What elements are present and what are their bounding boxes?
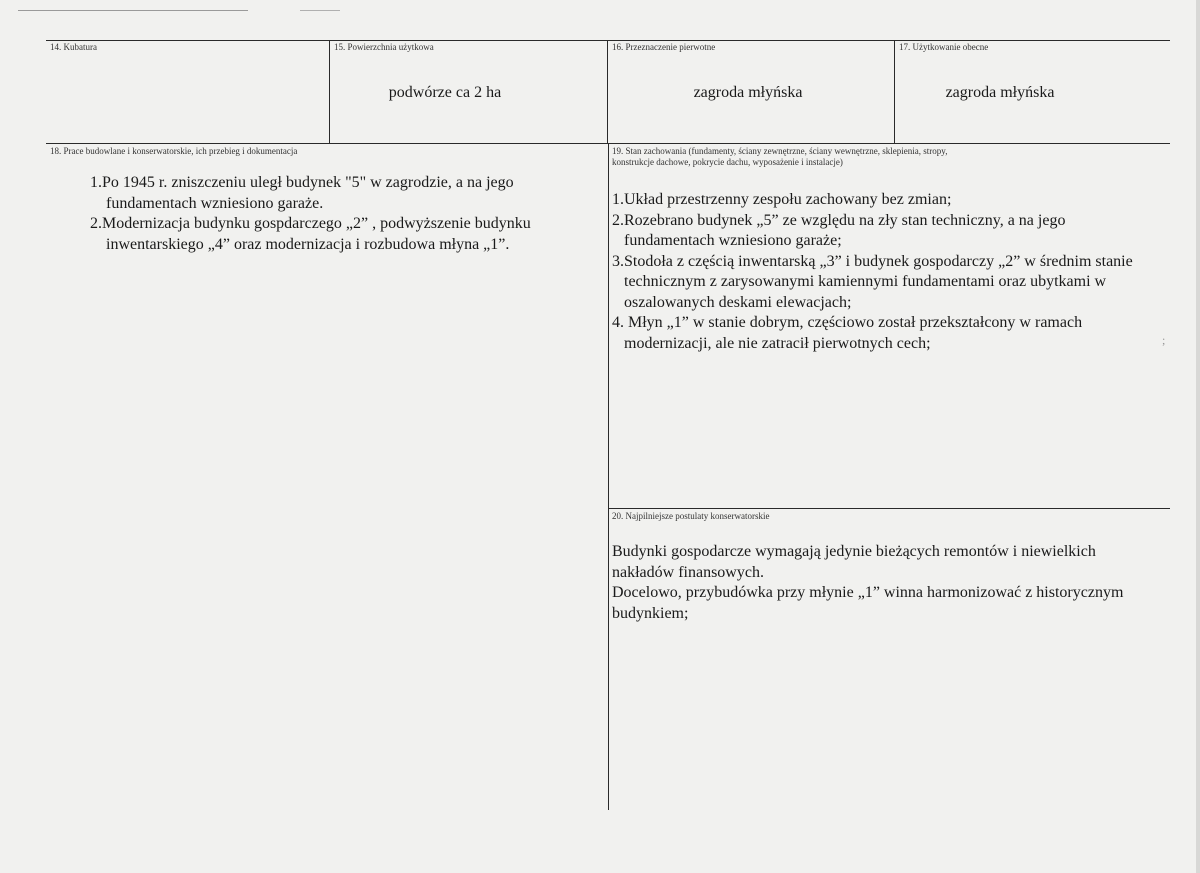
list-item: 1.Układ przestrzenny zespołu zachowany bez zmian;	[612, 191, 952, 208]
field-19-label-line2: konstrukcje dachowe, pokrycie dachu, wyposażenie i instalacje)	[612, 157, 843, 167]
list-item: 1.Po 1945 r. zniszczeniu uległ budynek "5" w zagrodzie, a na jego fundamentach wzniesiono garaże.	[90, 174, 514, 212]
list-item: 3.Stodoła z częścią inwentarską „3” i budynek gospodarczy „2” w średnim stanie technicznym z zarysowanymi kamiennymi fundamentami oraz ubytkami w oszalowanych deskami elewacjach;	[612, 252, 1133, 311]
field-18-content	[90, 173, 605, 255]
list-item: 2.Rozebrano budynek „5” ze względu na zły stan techniczny, a na jego fundamentach wzniesiono garaże;	[612, 211, 1066, 249]
paragraph: Docelowo, przybudówka przy młynie „1” winna harmonizować z historycznym budynkiem;	[612, 584, 1124, 622]
divider-main-columns	[608, 143, 609, 810]
field-16-value: zagroda młyńska	[693, 84, 803, 101]
field20-top-border	[609, 508, 1170, 509]
scan-edge	[1196, 0, 1200, 873]
paragraph: Budynki gospodarcze wymagają jedynie bieżących remontów i niewielkich nakładów finansowych.	[612, 543, 1096, 581]
field-14-label: 14. Kubatura	[50, 42, 97, 52]
top-rule-fragment	[300, 10, 340, 11]
field-20-label: 20. Najpilniejsze postulaty konserwatorskie	[612, 511, 770, 521]
field-17-value: zagroda młyńska	[945, 84, 1055, 101]
row1-top-border	[46, 40, 1170, 41]
field-18-label: 18. Prace budowlane i konserwatorskie, ich przebieg i dokumentacja	[50, 146, 298, 156]
field-19-content	[612, 190, 1147, 354]
field-19-label-line1: 19. Stan zachowania (fundamenty, ściany zewnętrzne, ściany wewnętrzne, sklepienia, stropy,	[612, 146, 948, 156]
list-item: 4. Młyn „1” w stanie dobrym, częściowo został przekształcony w ramach modernizacji, ale nie zatracił pierwotnych cech;	[612, 314, 1083, 352]
field-15-value: podwórze ca 2 ha	[388, 84, 502, 101]
field-20-content	[612, 542, 1147, 624]
field-16-label: 16. Przeznaczenie pierwotne	[612, 42, 716, 52]
scan-speck: ;	[1162, 333, 1166, 347]
top-rule	[18, 10, 248, 11]
field-15-label: 15. Powierzchnia użytkowa	[334, 42, 434, 52]
field-17-label: 17. Użytkowanie obecne	[899, 42, 989, 52]
list-item: 2.Modernizacja budynku gospdarczego „2” , podwyższenie budynku inwentarskiego „4” oraz modernizacja i rozbudowa młyna „1”.	[90, 215, 531, 253]
